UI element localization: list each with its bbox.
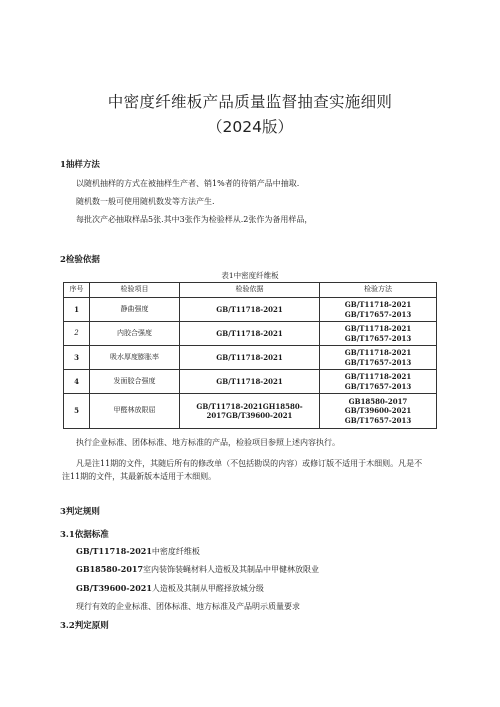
test-basis: GB/T11718-2021 bbox=[180, 370, 320, 394]
test-basis: GB/T11718-2021 bbox=[180, 322, 320, 346]
section1-line: 随机数一般可使用随机数发等方法产生. bbox=[76, 197, 215, 206]
test-method: GB/T17657-2013 bbox=[344, 381, 412, 391]
test-basis-line: 2017GB/T39600-2021 bbox=[206, 411, 293, 420]
row-number: 2 bbox=[64, 322, 90, 346]
test-method: GB/T39600-2021 bbox=[344, 406, 412, 416]
standard-code: GB/T39600-2021 bbox=[76, 583, 152, 593]
test-method: GB18580-2017 bbox=[348, 396, 408, 406]
date-note-line1: 凡是注11期的文件，其随后所有的修改单（不包括勘误的内容）或修订版不适用于木细则。凡是不 bbox=[76, 459, 423, 468]
test-methods bbox=[320, 370, 437, 394]
column-header: 检验方法 bbox=[320, 283, 437, 298]
table-row bbox=[64, 370, 437, 394]
section3-heading: 3判定规则 bbox=[60, 507, 100, 517]
test-item: 内胶合强度 bbox=[90, 322, 180, 346]
test-method: GB/T11718-2021 bbox=[344, 348, 412, 357]
standard-name: 室内装饰装蝇材料人造板及其制品中甲健林放限业 bbox=[143, 565, 320, 574]
document-title: 中密度纤维板产品质量监督抽查实施细则 bbox=[107, 93, 393, 111]
standard-name: 人造板及其制从甲醛择放城分级 bbox=[151, 584, 264, 593]
row-number: 5 bbox=[64, 394, 90, 429]
test-item: 吸水厚度膨胀率 bbox=[90, 346, 180, 370]
section1-line: 以随机抽样的方式在被抽样生产者、销1%者的待销产品中抽取. bbox=[76, 179, 300, 188]
test-item: 静曲强度 bbox=[90, 298, 180, 322]
test-method: GB/T17657-2013 bbox=[344, 357, 412, 367]
section1-heading: 1抽样方法 bbox=[60, 160, 100, 170]
section2-heading: 2检验依据 bbox=[60, 255, 100, 265]
standard-name: 中密度纤维板 bbox=[151, 547, 200, 556]
standard-item bbox=[76, 583, 264, 594]
column-header: 检验依据 bbox=[180, 283, 320, 298]
row-number: 4 bbox=[64, 370, 90, 394]
test-method: GB/T17657-2013 bbox=[344, 415, 412, 425]
standard-name: 现行有效的企业标准、团体标准、地方标准及产品明示质量要求 bbox=[76, 602, 300, 611]
column-header: 序号 bbox=[64, 283, 90, 298]
test-methods bbox=[320, 298, 437, 322]
section1-line: 每批次产必抽取样品5张.其中3张作为检验样从.2张作为备用样品， bbox=[76, 215, 313, 224]
test-methods bbox=[320, 346, 437, 370]
standard-code: GB/T11718-2021 bbox=[76, 546, 152, 556]
test-item: 甲醛林放限屈 bbox=[90, 394, 180, 429]
table-caption: 表1中密度纤维板 bbox=[221, 271, 279, 280]
table-header-row bbox=[64, 283, 437, 298]
test-method: GB/T17657-2013 bbox=[344, 309, 412, 319]
standard-item bbox=[76, 564, 319, 575]
test-basis-line: GB/T11718-2021GH18580- bbox=[196, 401, 303, 411]
table-row bbox=[64, 346, 437, 370]
section3-sub1: 3.1依据标准 bbox=[60, 530, 109, 540]
test-basis bbox=[180, 394, 320, 429]
column-header: 检验项目 bbox=[90, 283, 180, 298]
table-row bbox=[64, 394, 437, 429]
table-note: 执行企业标准、团体标准、地方标准的产品，检验项目参照上述内容执行。 bbox=[76, 438, 340, 447]
test-methods bbox=[320, 394, 437, 429]
date-note-line2: 注11期的文件，其最新版本适用于木细则。 bbox=[62, 472, 217, 481]
table-row bbox=[64, 298, 437, 322]
inspection-table bbox=[63, 282, 437, 429]
test-method: GB/T11718-2021 bbox=[344, 300, 412, 309]
document-subtitle: （2024版） bbox=[207, 118, 293, 136]
row-number: 3 bbox=[64, 346, 90, 370]
test-method: GB/T11718-2021 bbox=[344, 324, 412, 333]
table-row bbox=[64, 322, 437, 346]
test-method: GB/T11718-2021 bbox=[344, 372, 412, 381]
standard-item bbox=[76, 601, 300, 612]
test-basis: GB/T11718-2021 bbox=[180, 298, 320, 322]
test-method: GB/T17657-2013 bbox=[344, 333, 412, 343]
test-item: 发面胶合强度 bbox=[90, 370, 180, 394]
test-methods bbox=[320, 322, 437, 346]
standard-item bbox=[76, 546, 200, 557]
row-number: 1 bbox=[64, 298, 90, 322]
test-basis: GB/T11718-2021 bbox=[180, 346, 320, 370]
standard-code: GB18580-2017 bbox=[76, 564, 144, 574]
section3-sub2: 3.2判定原则 bbox=[60, 621, 109, 631]
